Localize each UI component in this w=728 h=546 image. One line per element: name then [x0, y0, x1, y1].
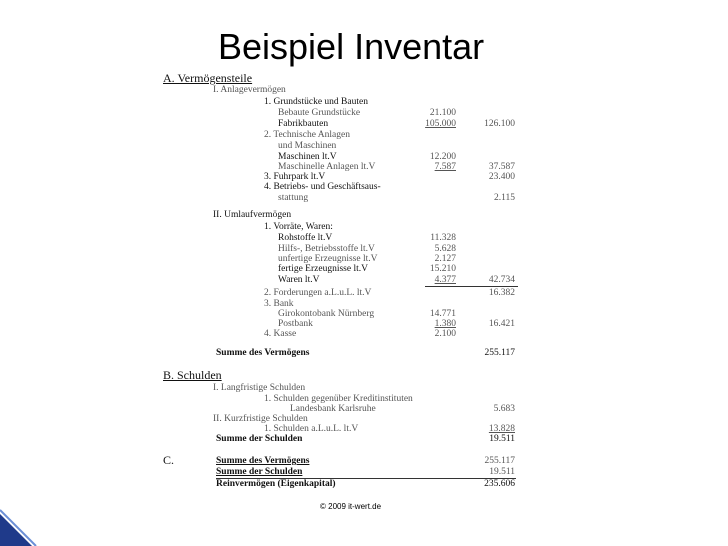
row-label: und Maschinen	[278, 141, 337, 151]
row-total: 5.683	[493, 404, 515, 414]
row-label: 1. Schulden a.L.u.L. lt.V	[264, 424, 359, 434]
row-value: 11.328	[430, 233, 456, 243]
row-label: Bebaute Grundstücke	[278, 108, 361, 118]
row-total: 42.734	[488, 275, 515, 285]
row-label: 1. Schulden gegenüber Kreditinstituten	[264, 394, 413, 404]
summe-schulden-label: Summe der Schulden	[216, 434, 303, 444]
row-label: 4. Betriebs- und Geschäftsaus-	[264, 182, 381, 192]
row-total: 16.382	[488, 288, 515, 298]
reinvermoegen-value: 235.606	[484, 479, 515, 489]
row-value: 7.587	[434, 162, 456, 172]
row-label: Maschinelle Anlagen lt.V	[278, 162, 376, 172]
row-total: 2.115	[493, 193, 515, 203]
row-value: 2.127	[434, 254, 456, 264]
c-summe-schulden-value: 19.511	[489, 467, 515, 477]
row-value: 4.377	[434, 275, 456, 285]
row-total: 13.828	[488, 424, 515, 434]
row-total: 126.100	[484, 119, 515, 129]
row-label: 2. Forderungen a.L.u.L. lt.V	[264, 288, 372, 298]
row-value: 2.100	[434, 329, 456, 339]
umlaufvermoegen-heading: II. Umlaufvermögen	[213, 210, 292, 220]
row-total: 23.400	[488, 172, 515, 182]
row-label: Postbank	[278, 319, 313, 329]
copyright-footer: © 2009 it-wert.de	[320, 502, 382, 511]
row-label: Maschinen lt.V	[278, 152, 337, 162]
row-label: 2. Technische Anlagen	[264, 130, 350, 140]
row-label: fertige Erzeugnisse lt.V	[278, 264, 368, 274]
row-value: 1.380	[434, 319, 456, 329]
section-a-heading: A. Vermögensteile	[163, 71, 253, 85]
row-label: unfertige Erzeugnisse lt.V	[278, 254, 378, 264]
summe-schulden-value: 19.511	[489, 434, 515, 444]
slide-title: Beispiel Inventar	[218, 26, 485, 67]
section-b-heading: B. Schulden	[163, 368, 222, 382]
c-summe-vermoegen-value: 255.117	[484, 456, 515, 466]
langfristige-schulden-heading: I. Langfristige Schulden	[213, 383, 306, 393]
row-label: 4. Kasse	[264, 329, 297, 339]
row-label: 3. Fuhrpark lt.V	[264, 172, 326, 182]
row-value: 12.200	[429, 152, 456, 162]
c-summe-vermoegen-label: Summe des Vermögens	[216, 456, 310, 466]
corner-triangle-decoration	[0, 506, 40, 546]
row-label: Hilfs-, Betriebsstoffe lt.V	[278, 244, 375, 254]
kurzfristige-schulden-heading: II. Kurzfristige Schulden	[213, 414, 308, 424]
row-label: 1. Vorräte, Waren:	[264, 222, 333, 232]
row-total: 16.421	[488, 319, 515, 329]
row-value: 14.771	[429, 309, 456, 319]
summe-vermoegen-value: 255.117	[484, 348, 515, 358]
row-label: 1. Grundstücke und Bauten	[264, 97, 368, 107]
summe-vermoegen-label: Summe des Vermögens	[216, 348, 310, 358]
anlagevermoegen-heading: I. Anlagevermögen	[213, 85, 286, 95]
row-label: 3. Bank	[264, 299, 294, 309]
row-label: stattung	[278, 193, 309, 203]
sum-rule	[425, 286, 518, 287]
row-total: 37.587	[488, 162, 515, 172]
row-value: 105.000	[425, 119, 456, 129]
row-label: Landesbank Karlsruhe	[290, 404, 376, 414]
reinvermoegen-label: Reinvermögen (Eigenkapital)	[216, 479, 336, 489]
row-label: Rohstoffe lt.V	[278, 233, 333, 243]
section-c-heading: C.	[163, 453, 175, 467]
c-summe-schulden-label: Summe der Schulden	[216, 467, 303, 477]
row-label: Fabrikbauten	[278, 119, 329, 129]
row-label: Waren lt.V	[278, 275, 320, 285]
row-value: 15.210	[429, 264, 456, 274]
row-value: 5.628	[434, 244, 456, 254]
row-value: 21.100	[429, 108, 456, 118]
row-label: Girokontobank Nürnberg	[278, 309, 375, 319]
